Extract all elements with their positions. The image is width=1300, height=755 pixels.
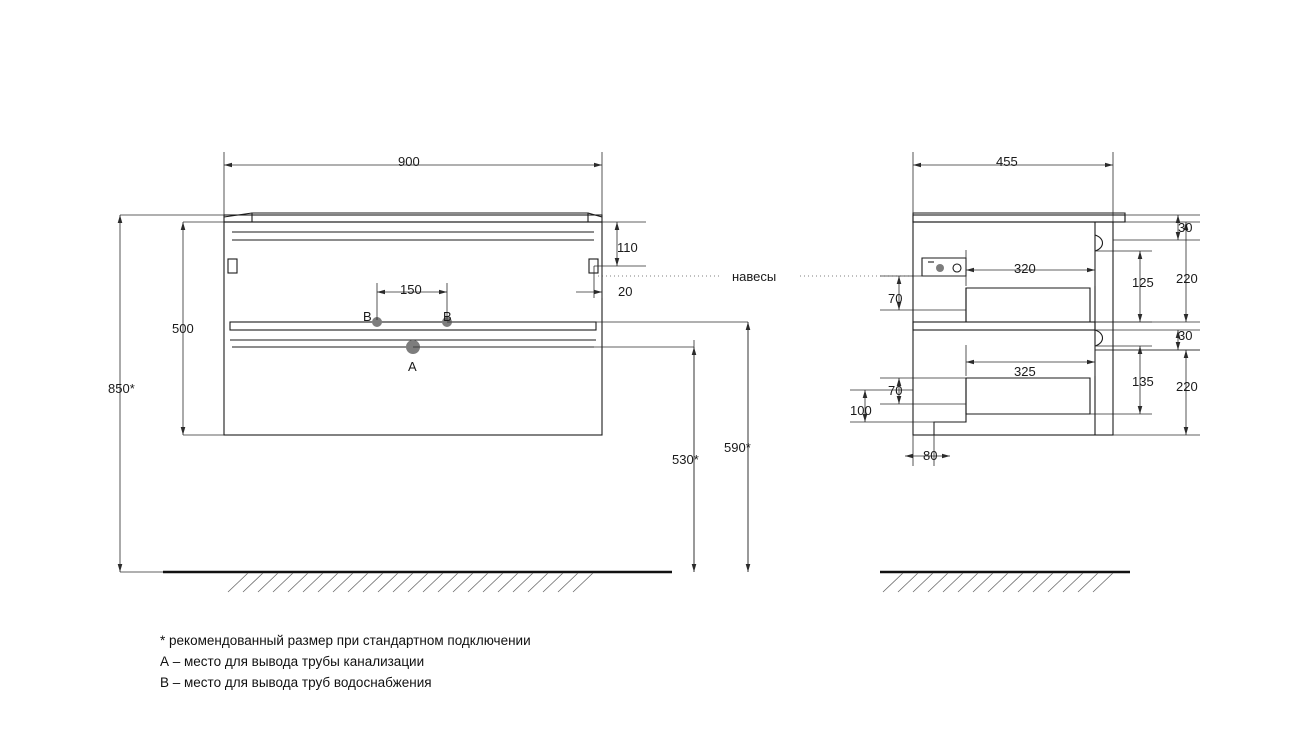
marker-label-b-left: B bbox=[363, 309, 372, 324]
dim-label-125: 125 bbox=[1132, 275, 1154, 290]
side-cabinet bbox=[913, 213, 1125, 435]
dim-label-220-upper: 220 bbox=[1176, 271, 1198, 286]
front-dim-850 bbox=[120, 215, 224, 572]
dim-label-530: 530* bbox=[672, 452, 699, 467]
dim-label-220-lower: 220 bbox=[1176, 379, 1198, 394]
front-cabinet bbox=[224, 213, 602, 435]
front-floor bbox=[163, 572, 672, 592]
dim-label-30-mid: 30 bbox=[1178, 328, 1193, 343]
dim-label-900: 900 bbox=[398, 154, 420, 169]
dim-label-20: 20 bbox=[618, 284, 633, 299]
dim-label-590: 590* bbox=[724, 440, 751, 455]
dim-label-150: 150 bbox=[400, 282, 422, 297]
legend-line-1: * рекомендованный размер при стандартном подключении bbox=[160, 633, 531, 648]
dim-label-80: 80 bbox=[923, 448, 938, 463]
hangers-label: навесы bbox=[732, 269, 777, 284]
dim-label-325: 325 bbox=[1014, 364, 1036, 379]
dim-label-100: 100 bbox=[850, 403, 872, 418]
dim-label-135: 135 bbox=[1132, 374, 1154, 389]
dim-label-30-upper: 30 bbox=[1178, 220, 1193, 235]
dim-label-70-lower: 70 bbox=[888, 383, 903, 398]
dim-label-320: 320 bbox=[1014, 261, 1036, 276]
side-floor bbox=[880, 572, 1130, 592]
dim-label-500: 500 bbox=[172, 321, 194, 336]
legend-line-3: В – место для вывода труб водоснабжения bbox=[160, 675, 432, 690]
dim-label-455: 455 bbox=[996, 154, 1018, 169]
dim-label-110: 110 bbox=[617, 240, 638, 255]
legend-line-2: А – место для вывода трубы канализации bbox=[160, 654, 425, 669]
marker-label-b-right: B bbox=[443, 309, 452, 324]
marker-label-a: A bbox=[408, 359, 417, 374]
dim-label-850: 850* bbox=[108, 381, 135, 396]
dim-label-70-upper: 70 bbox=[888, 291, 903, 306]
